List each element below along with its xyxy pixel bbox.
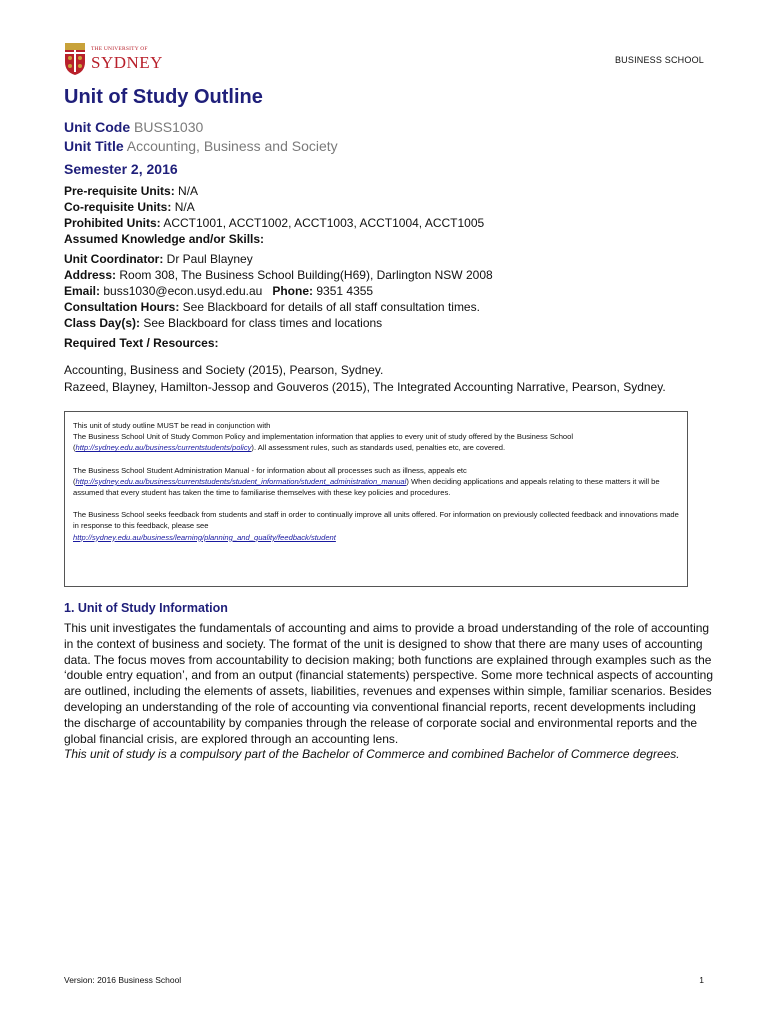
semester: Semester 2, 2016: [64, 161, 178, 177]
coordinator-value: Dr Paul Blayney: [166, 252, 253, 266]
notice-paragraph-2: [73, 465, 679, 499]
address-label: Address:: [64, 268, 117, 282]
section-body: [64, 621, 714, 763]
policy-notice-box: [64, 411, 688, 587]
notice-p1-tail: ). All assessment rules, such as standards used, penalties etc, are covered.: [251, 443, 506, 453]
unit-code-line: [64, 119, 203, 135]
document-title: Unit of Study Outline: [64, 86, 263, 108]
footer-version: Version: 2016 Business School: [64, 975, 182, 985]
coreq-value: N/A: [174, 200, 195, 214]
consult-label: Consultation Hours:: [64, 300, 180, 314]
resources-label: Required Text / Resources:: [64, 336, 219, 350]
feedback-link[interactable]: http://sydney.edu.au/business/learning/planning_and_quality/feedback/student: [73, 532, 336, 542]
page-number: 1: [699, 975, 704, 985]
classday-value: See Blackboard for class times and locations: [143, 316, 383, 330]
unit-title-line: [64, 138, 338, 154]
notice-p1-intro: This unit of study outline MUST be read in conjunction with: [73, 421, 271, 430]
section-italic-note: This unit of study is a compulsory part of the Bachelor of Commerce and combined Bachelor of Commerce degrees.: [64, 747, 680, 762]
email-phone-line: [64, 283, 493, 299]
classday-label: Class Day(s):: [64, 316, 141, 330]
prereq-line: [64, 183, 484, 199]
section-paragraph: This unit investigates the fundamentals of accounting and aims to provide a broad understanding of the role of accounting in the context of business and society. The format of the unit is designed to show that there are many uses of accounting data. The focus moves from accountability to decision making; both functions are explained through examples such as the ‘double entry equation’, and from an output (financial statements) perspective. Some more technical aspects of accounting are outlined, including the elements of assets, liabilities, revenues and expenses within simple, familiar scenarios. Besides developing an understanding of the role of accounting via conventional financial reports, recent developments including the discharge of accountability by companies through the release of corporate social and environmental reports and the global financial crisis, are explored through an accounting lens.: [64, 621, 714, 746]
section-heading: 1. Unit of Study Information: [64, 601, 228, 615]
admin-manual-link[interactable]: http://sydney.edu.au/business/currentstudents/student_information/student_administration_manual: [75, 476, 407, 486]
assumed-line: [64, 231, 484, 247]
crest-icon: [64, 42, 86, 76]
notice-p1-text: The Business School Unit of Study Common Policy and implementation information that applies to every unit of study offered by the Business School (: [73, 432, 574, 453]
phone-value: 9351 4355: [316, 284, 374, 298]
coordinator-line: [64, 251, 493, 267]
prohibited-value: ACCT1001, ACCT1002, ACCT1003, ACCT1004, ACCT1005: [163, 216, 485, 230]
notice-p2-text: The Business School Student Administration Manual - for information about all processes such as illness, appeals etc (: [73, 465, 467, 486]
assumed-label: Assumed Knowledge and/or Skills:: [64, 232, 265, 246]
university-logo: [64, 42, 163, 76]
email-label: Email:: [64, 284, 101, 298]
prohibited-label: Prohibited Units:: [64, 216, 161, 230]
classday-line: [64, 315, 493, 331]
consult-value: See Blackboard for details of all staff consultation times.: [182, 300, 480, 314]
address-value: Room 308, The Business School Building(H69), Darlington NSW 2008: [119, 268, 493, 282]
prohibited-line: [64, 215, 484, 231]
prereq-value: N/A: [178, 184, 199, 198]
resource-item: Accounting, Business and Society (2015), Pearson, Sydney.: [64, 363, 384, 377]
unit-title-value: Accounting, Business and Society: [126, 138, 338, 154]
unit-code-label: Unit Code: [64, 119, 131, 135]
email-value: buss1030@econ.usyd.edu.au: [103, 284, 263, 298]
unit-title-label: Unit Title: [64, 138, 124, 154]
consult-line: [64, 299, 493, 315]
prereq-label: Pre-requisite Units:: [64, 184, 175, 198]
policy-link[interactable]: http://sydney.edu.au/business/currentstudents/policy: [75, 443, 252, 453]
unit-code-value: BUSS1030: [134, 119, 204, 135]
logo-big-text: SYDNEY: [91, 52, 163, 72]
notice-p3-text: The Business School seeks feedback from students and staff in order to continually improve all units offered. For information on previously collected feedback and innovations made in response to this feedback, please see: [73, 510, 679, 531]
phone-label: Phone:: [272, 284, 314, 298]
address-line: [64, 267, 493, 283]
notice-paragraph-1: [73, 420, 679, 454]
logo-wordmark: [91, 47, 163, 71]
requirements-block: [64, 183, 484, 247]
resources-heading-line: [64, 335, 219, 351]
notice-p2-tail: ) When deciding applications and appeals relating to these matters it will be assumed that every student has taken the time to familiarise themselves with these key policies and procedures.: [73, 476, 660, 498]
contact-block: [64, 251, 493, 331]
coreq-label: Co-requisite Units:: [64, 200, 172, 214]
resources-list: [64, 362, 666, 395]
coordinator-label: Unit Coordinator:: [64, 252, 164, 266]
resource-item: Razeed, Blayney, Hamilton-Jessop and Gouveros (2015), The Integrated Accounting Narrative, Pearson, Sydney.: [64, 379, 666, 394]
coreq-line: [64, 199, 484, 215]
notice-paragraph-3: [73, 509, 679, 543]
school-label: BUSINESS SCHOOL: [614, 55, 704, 65]
logo-small-text: THE UNIVERSITY OF: [91, 46, 148, 53]
